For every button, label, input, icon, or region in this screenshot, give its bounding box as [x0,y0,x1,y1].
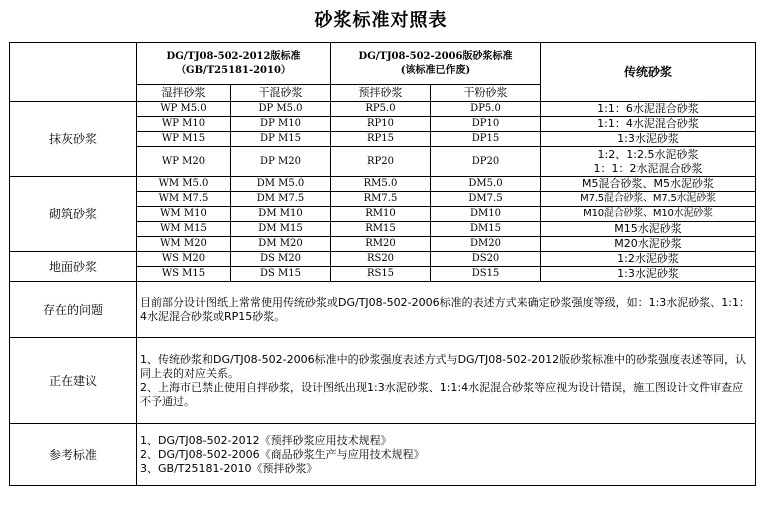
table-row [10,102,756,117]
table-body [10,43,756,486]
ready-grade-cell: RM15 [331,222,431,237]
dry-grade-cell: DM M7.5 [231,192,331,207]
reference-item: 1、DG/TJ08-502-2012《预拌砂浆应用技术规程》 [140,433,392,447]
suggestion-item: 1、传统砂浆和DG/TJ08-502-2006标准中的砂浆强度表述方式与DG/TJ08-502-2012版砂浆标准中的砂浆强度表述等同，认同上表的对应关系。 [140,352,747,380]
traditional-cell [541,222,756,237]
powder-grade-cell: DP5.0 [431,102,541,117]
dry-grade-cell: DP M5.0 [231,102,331,117]
traditional-cell [541,267,756,282]
header-row-standards [10,43,756,85]
suggestion-row [10,338,756,424]
traditional-cell [541,117,756,132]
ready-grade-cell: RP5.0 [331,102,431,117]
dry-grade-cell: DM M15 [231,222,331,237]
traditional-text: M15水泥砂浆 [614,222,682,235]
powder-grade-cell: DS20 [431,252,541,267]
traditional-text: 1：1：2水泥混合砂浆 [593,161,703,175]
wet-grade-cell: WM M15 [137,222,231,237]
ready-grade-cell: RP20 [331,147,431,177]
reference-item: 3、GB/T25181-2010《预拌砂浆》 [140,461,318,475]
wet-grade-cell: WM M7.5 [137,192,231,207]
powder-grade-cell: DP15 [431,132,541,147]
traditional-cell [541,237,756,252]
header-wet-mix: 湿拌砂浆 [137,85,231,102]
header-ready-mix: 预拌砂浆 [331,85,431,102]
header-dry-powder: 干粉砂浆 [431,85,541,102]
traditional-text: 1:3水泥砂浆 [617,267,679,280]
dry-grade-cell: DS M15 [231,267,331,282]
wet-grade-cell: WM M5.0 [137,177,231,192]
suggestion-label: 正在建议 [10,338,137,424]
powder-grade-cell: DP10 [431,117,541,132]
suggestion-item: 2、上海市已禁止使用自拌砂浆，设计图纸出现1:3水泥砂浆、1:1:4水泥混合砂浆等应视为设计错误，施工图设计文件审查应不予通过。 [140,380,744,408]
table-row [10,252,756,267]
traditional-cell [541,207,756,222]
ready-grade-cell: RM20 [331,237,431,252]
wet-grade-cell: WM M20 [137,237,231,252]
header-corner-cell [10,43,137,102]
traditional-text: 1:1：6水泥混合砂浆 [597,102,699,115]
category-cell: 砌筑砂浆 [10,177,137,252]
traditional-cell [541,252,756,267]
dry-grade-cell: DP M15 [231,132,331,147]
problem-paragraph: 目前部分设计图纸上常常使用传统砂浆或DG/TJ08-502-2006标准的表述方式来确定砂浆强度等级，如：1:3水泥砂浆、1:1：4水泥混合砂浆或RP15砂浆。 [140,295,750,323]
header-std2006 [331,43,541,85]
header-std2012-title: DG/TJ08-502-2012版标准 [166,50,301,62]
problem-text [137,282,756,338]
ready-grade-cell: RM10 [331,207,431,222]
traditional-cell [541,147,756,177]
traditional-text: M10混合砂浆、M10水泥砂浆 [583,208,713,219]
dry-grade-cell: DM M20 [231,237,331,252]
powder-grade-cell: DM15 [431,222,541,237]
header-std2012 [137,43,331,85]
dry-grade-cell: DP M10 [231,117,331,132]
ready-grade-cell: RM5.0 [331,177,431,192]
traditional-text: 1:3水泥砂浆 [617,132,679,145]
ready-grade-cell: RM7.5 [331,192,431,207]
traditional-cell [541,132,756,147]
traditional-cell [541,192,756,207]
suggestion-text [137,338,756,424]
reference-row [10,424,756,486]
header-std2012-subtitle: （GB/T25181-2010） [176,64,291,76]
ready-grade-cell: RP15 [331,132,431,147]
wet-grade-cell: WP M10 [137,117,231,132]
wet-grade-cell: WS M15 [137,267,231,282]
dry-grade-cell: DP M20 [231,147,331,177]
powder-grade-cell: DM10 [431,207,541,222]
dry-grade-cell: DM M5.0 [231,177,331,192]
mortar-standard-table [9,42,756,486]
page-title: 砂浆标准对照表 [314,10,448,31]
powder-grade-cell: DM5.0 [431,177,541,192]
traditional-cell [541,177,756,192]
wet-grade-cell: WM M10 [137,207,231,222]
powder-grade-cell: DS15 [431,267,541,282]
wet-grade-cell: WP M5.0 [137,102,231,117]
traditional-text: 1:1：4水泥混合砂浆 [597,117,699,130]
reference-item: 2、DG/TJ08-502-2006《商品砂浆生产与应用技术规程》 [140,447,425,461]
header-dry-mix: 干混砂浆 [231,85,331,102]
problem-label: 存在的问题 [10,282,137,338]
wet-grade-cell: WP M15 [137,132,231,147]
header-std2006-subtitle: (该标准已作废) [400,64,471,76]
dry-grade-cell: DM M10 [231,207,331,222]
powder-grade-cell: DM7.5 [431,192,541,207]
powder-grade-cell: DM20 [431,237,541,252]
dry-grade-cell: DS M20 [231,252,331,267]
ready-grade-cell: RP10 [331,117,431,132]
header-traditional: 传统砂浆 [541,43,756,102]
problem-row [10,282,756,338]
ready-grade-cell: RS15 [331,267,431,282]
wet-grade-cell: WP M20 [137,147,231,177]
ready-grade-cell: RS20 [331,252,431,267]
traditional-text: M5混合砂浆、M5水泥砂浆 [582,177,714,190]
traditional-text: M20水泥砂浆 [614,237,682,250]
traditional-text: M7.5混合砂浆、M7.5水泥砂浆 [580,193,716,204]
traditional-text: 1:2水泥砂浆 [617,252,679,265]
reference-label: 参考标准 [10,424,137,486]
wet-grade-cell: WS M20 [137,252,231,267]
traditional-cell [541,102,756,117]
traditional-text: 1:2、1:2.5水泥砂浆 [597,147,699,161]
reference-text [137,424,756,486]
category-cell: 抹灰砂浆 [10,102,137,177]
header-std2006-title: DG/TJ08-502-2006版砂浆标准 [358,50,513,62]
category-cell: 地面砂浆 [10,252,137,282]
table-row [10,177,756,192]
powder-grade-cell: DP20 [431,147,541,177]
